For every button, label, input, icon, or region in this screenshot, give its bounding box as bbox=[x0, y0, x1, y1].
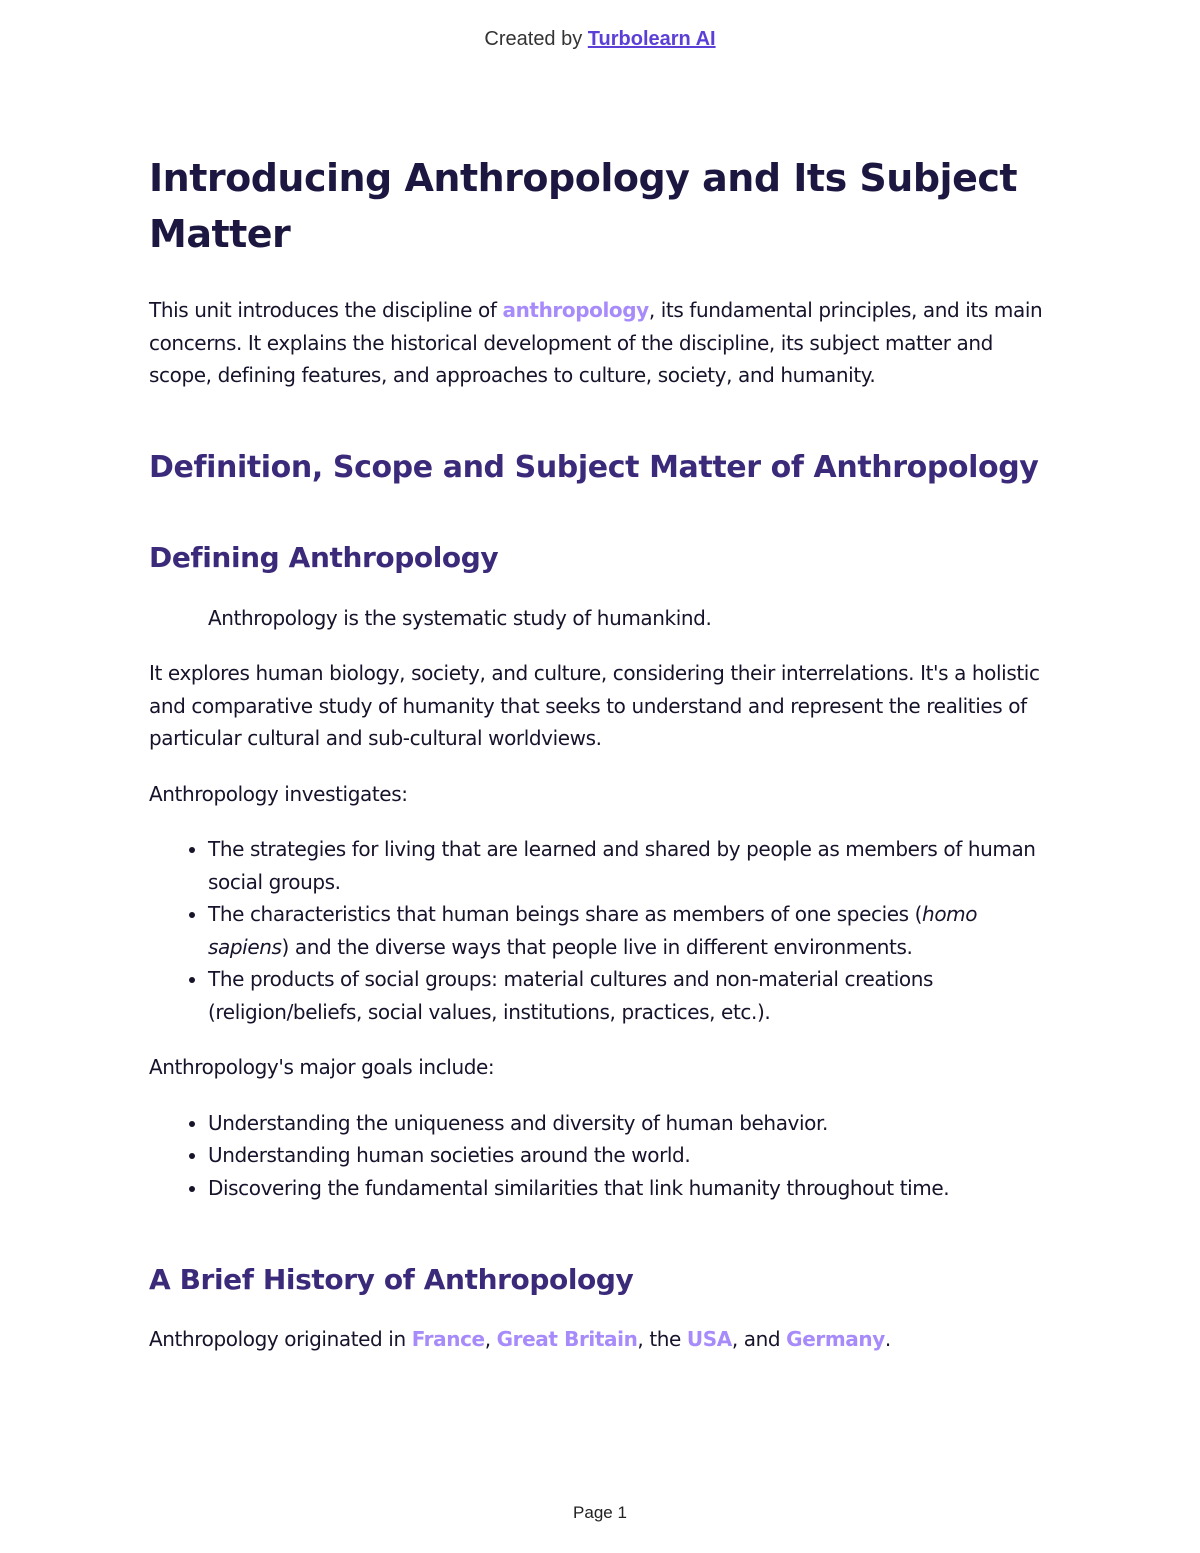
origin-paragraph bbox=[149, 1323, 1054, 1356]
turbolearn-link[interactable]: Turbolearn AI bbox=[587, 28, 716, 50]
intro-paragraph bbox=[149, 294, 1054, 392]
list-item: • Discovering the fundamental similarities that link humanity throughout time. bbox=[208, 1172, 1054, 1205]
defining-heading: Defining Anthropology bbox=[149, 540, 499, 574]
list-item: • Understanding human societies around the world. bbox=[208, 1139, 1054, 1172]
created-by-banner bbox=[0, 28, 1200, 51]
intro-text-after: , its fundamental principles, and its main concerns. It explains the historical development of the discipline, its subject matter and scope, defining features, and approaches to culture, society, and humanity. bbox=[149, 298, 1043, 387]
created-by-prefix: Created by bbox=[484, 28, 588, 50]
origin-separator: , and bbox=[731, 1327, 787, 1351]
investigates-list bbox=[149, 833, 1054, 1028]
anthropology-link[interactable]: anthropology bbox=[502, 298, 649, 322]
germany-link[interactable]: Germany bbox=[786, 1327, 885, 1351]
explanation-paragraph: It explores human biology, society, and culture, considering their interrelations. It's a holistic and comparative study of humanity that seeks to understand and represent the realities of particular cultural and sub-cultural worldviews. bbox=[149, 661, 1040, 750]
goals-list bbox=[149, 1107, 1054, 1205]
origin-prefix: Anthropology originated in bbox=[149, 1327, 412, 1351]
origin-end: . bbox=[884, 1327, 891, 1351]
great-britain-link[interactable]: Great Britain bbox=[496, 1327, 638, 1351]
species-name: homo sapiens bbox=[208, 902, 978, 959]
page-number: Page 1 bbox=[573, 1503, 627, 1522]
list-item: • The strategies for living that are learned and shared by people as members of human social groups. bbox=[208, 833, 1054, 898]
list-item: • Understanding the uniqueness and diversity of human behavior. bbox=[208, 1107, 1054, 1140]
list-item bbox=[208, 898, 1054, 963]
definition-statement: Anthropology is the systematic study of humankind. bbox=[208, 605, 712, 630]
document-body bbox=[149, 150, 1054, 1356]
list-item: • The products of social groups: material cultures and non-material creations (religion/beliefs, social values, institutions, practices, etc.). bbox=[208, 963, 1054, 1028]
history-heading: A Brief History of Anthropology bbox=[149, 1263, 634, 1296]
document-title: Introducing Anthropology and Its Subject Matter bbox=[149, 156, 1018, 256]
item2-text-before: The characteristics that human beings share as members of one species ( bbox=[208, 902, 923, 926]
investigates-intro: Anthropology investigates: bbox=[149, 781, 408, 806]
goals-intro: Anthropology's major goals include: bbox=[149, 1055, 495, 1079]
usa-link[interactable]: USA bbox=[686, 1327, 732, 1351]
item2-text-after: ) and the diverse ways that people live in different environments. bbox=[281, 934, 913, 959]
france-link[interactable]: France bbox=[411, 1327, 485, 1351]
origin-separator: , the bbox=[637, 1327, 687, 1351]
section-heading: Definition, Scope and Subject Matter of Anthropology bbox=[149, 449, 1039, 485]
intro-text-before: This unit introduces the discipline of bbox=[149, 298, 503, 322]
origin-separator: , bbox=[484, 1327, 497, 1351]
